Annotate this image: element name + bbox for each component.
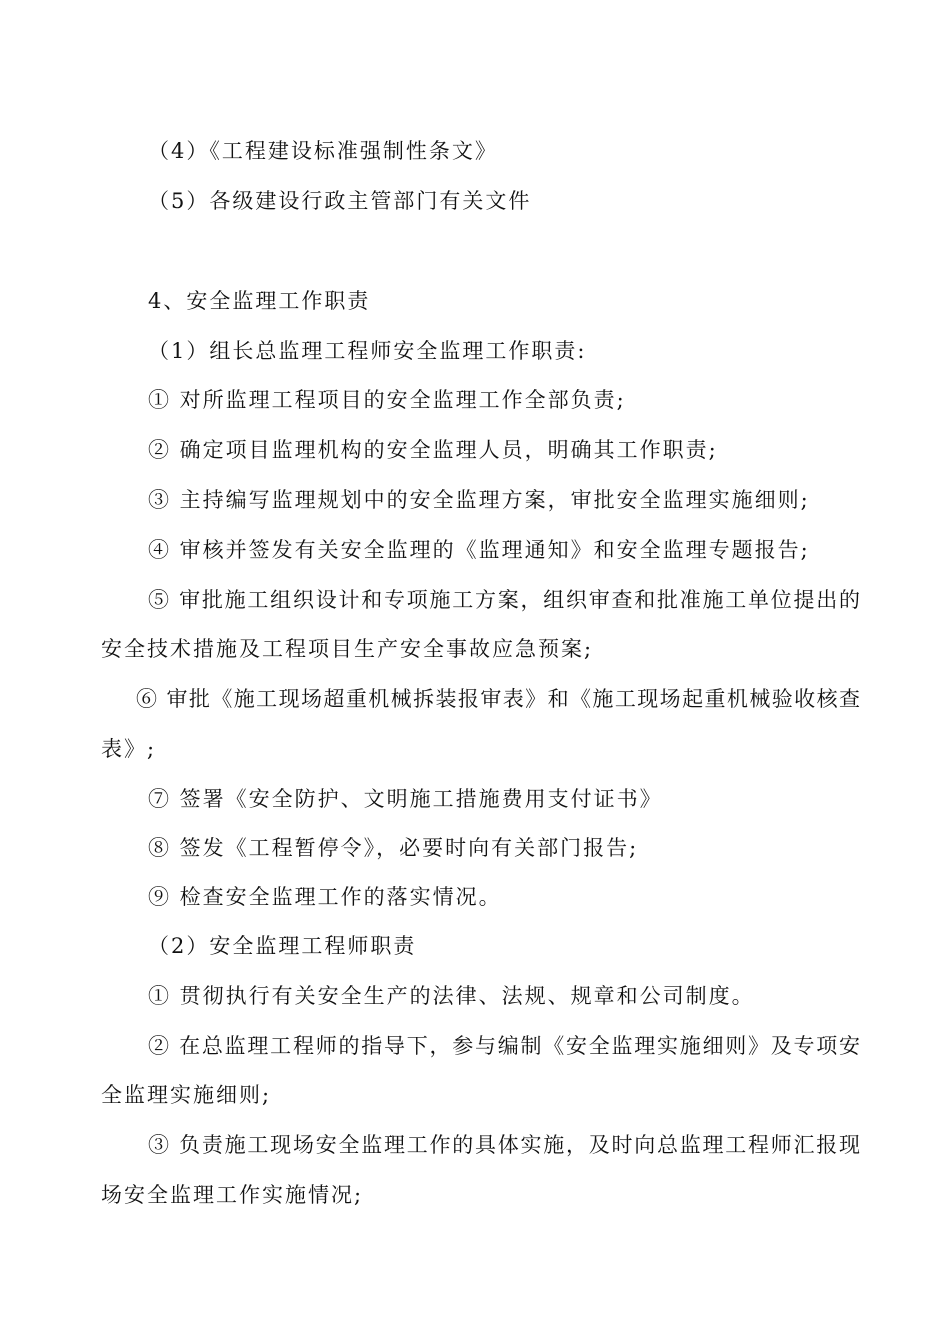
duty-6-continuation: 表》;: [101, 737, 157, 761]
engineer-duty-1-text: ① 贯彻执行有关安全生产的法律、法规、规章和公司制度。: [148, 984, 755, 1008]
engineer-duty-2-text: ② 在总监理工程师的指导下，参与编制《安全监理实施细则》及专项安: [148, 1034, 861, 1058]
engineer-duty-3-text: ③ 负责施工现场安全监理工作的具体实施，及时向总监理工程师汇报现: [148, 1133, 861, 1157]
section-heading: 4、安全监理工作职责: [148, 289, 371, 313]
duty-6-text: ⑥ 审批《施工现场超重机械拆装报审表》和《施工现场起重机械验收核查: [136, 687, 861, 711]
engineer-duty-3-continuation: 场安全监理工作实施情况;: [101, 1183, 364, 1207]
duty-8-text: ⑧ 签发《工程暂停令》，必要时向有关部门报告;: [148, 836, 639, 860]
duty-3-text: ③ 主持编写监理规划中的安全监理方案，审批安全监理实施细则;: [148, 488, 810, 512]
clause-5-text: （5）各级建设行政主管部门有关文件: [148, 189, 532, 213]
duty-5-text: ⑤ 审批施工组织设计和专项施工方案，组织审查和批准施工单位提出的: [148, 588, 861, 612]
subsection-1-heading: （1）组长总监理工程师安全监理工作职责:: [148, 339, 587, 363]
subsection-2-heading: （2）安全监理工程师职责: [148, 934, 417, 958]
duty-7-text: ⑦ 签署《安全防护、文明施工措施费用支付证书》: [148, 787, 663, 811]
engineer-duty-2-continuation: 全监理实施细则;: [101, 1083, 272, 1107]
duty-5-continuation: 安全技术措施及工程项目生产安全事故应急预案;: [101, 637, 594, 661]
duty-2-text: ② 确定项目监理机构的安全监理人员，明确其工作职责;: [148, 438, 718, 462]
duty-1-text: ① 对所监理工程项目的安全监理工作全部负责;: [148, 388, 626, 412]
duty-9-text: ⑨ 检查安全监理工作的落实情况。: [148, 885, 502, 909]
duty-4-text: ④ 审核并签发有关安全监理的《监理通知》和安全监理专题报告;: [148, 538, 810, 562]
clause-4-text: （4）《工程建设标准强制性条文》: [148, 139, 498, 163]
